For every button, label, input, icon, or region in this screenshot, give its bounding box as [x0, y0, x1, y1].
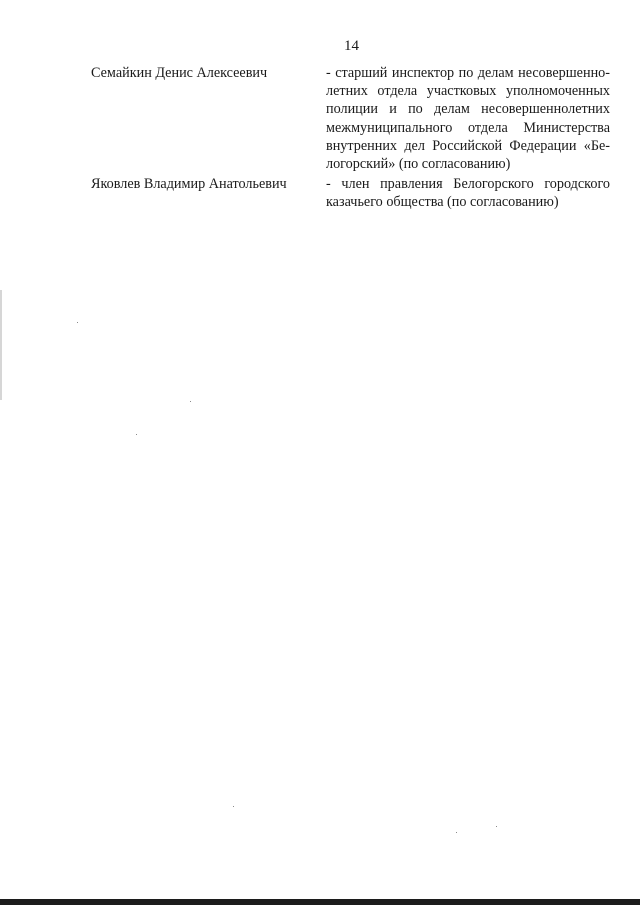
page-number: 14 — [344, 38, 359, 54]
member-name: Семайкин Денис Алексеевич — [91, 65, 268, 81]
member-name: Яковлев Владимир Анатольевич — [91, 176, 287, 192]
scan-speck — [190, 401, 191, 402]
scan-speck — [77, 322, 78, 323]
scan-edge-mark — [0, 290, 2, 400]
scan-speck — [456, 832, 457, 833]
scan-speck — [136, 434, 137, 435]
scan-speck — [233, 806, 234, 807]
scan-speck — [496, 826, 497, 827]
member-description: - старший инспектор по делам несовершенно-летних отдела участковых уполномоченных полиции и по делам несовершеннолетних межмуниципального отдела Министерства внутренних дел Российской Федерации «Бе-логорский» (по согласованию) — [326, 65, 610, 173]
member-description: - член правления Белогорского городского казачьего общества (по согласованию) — [326, 176, 610, 211]
scan-bottom-edge — [0, 899, 640, 905]
